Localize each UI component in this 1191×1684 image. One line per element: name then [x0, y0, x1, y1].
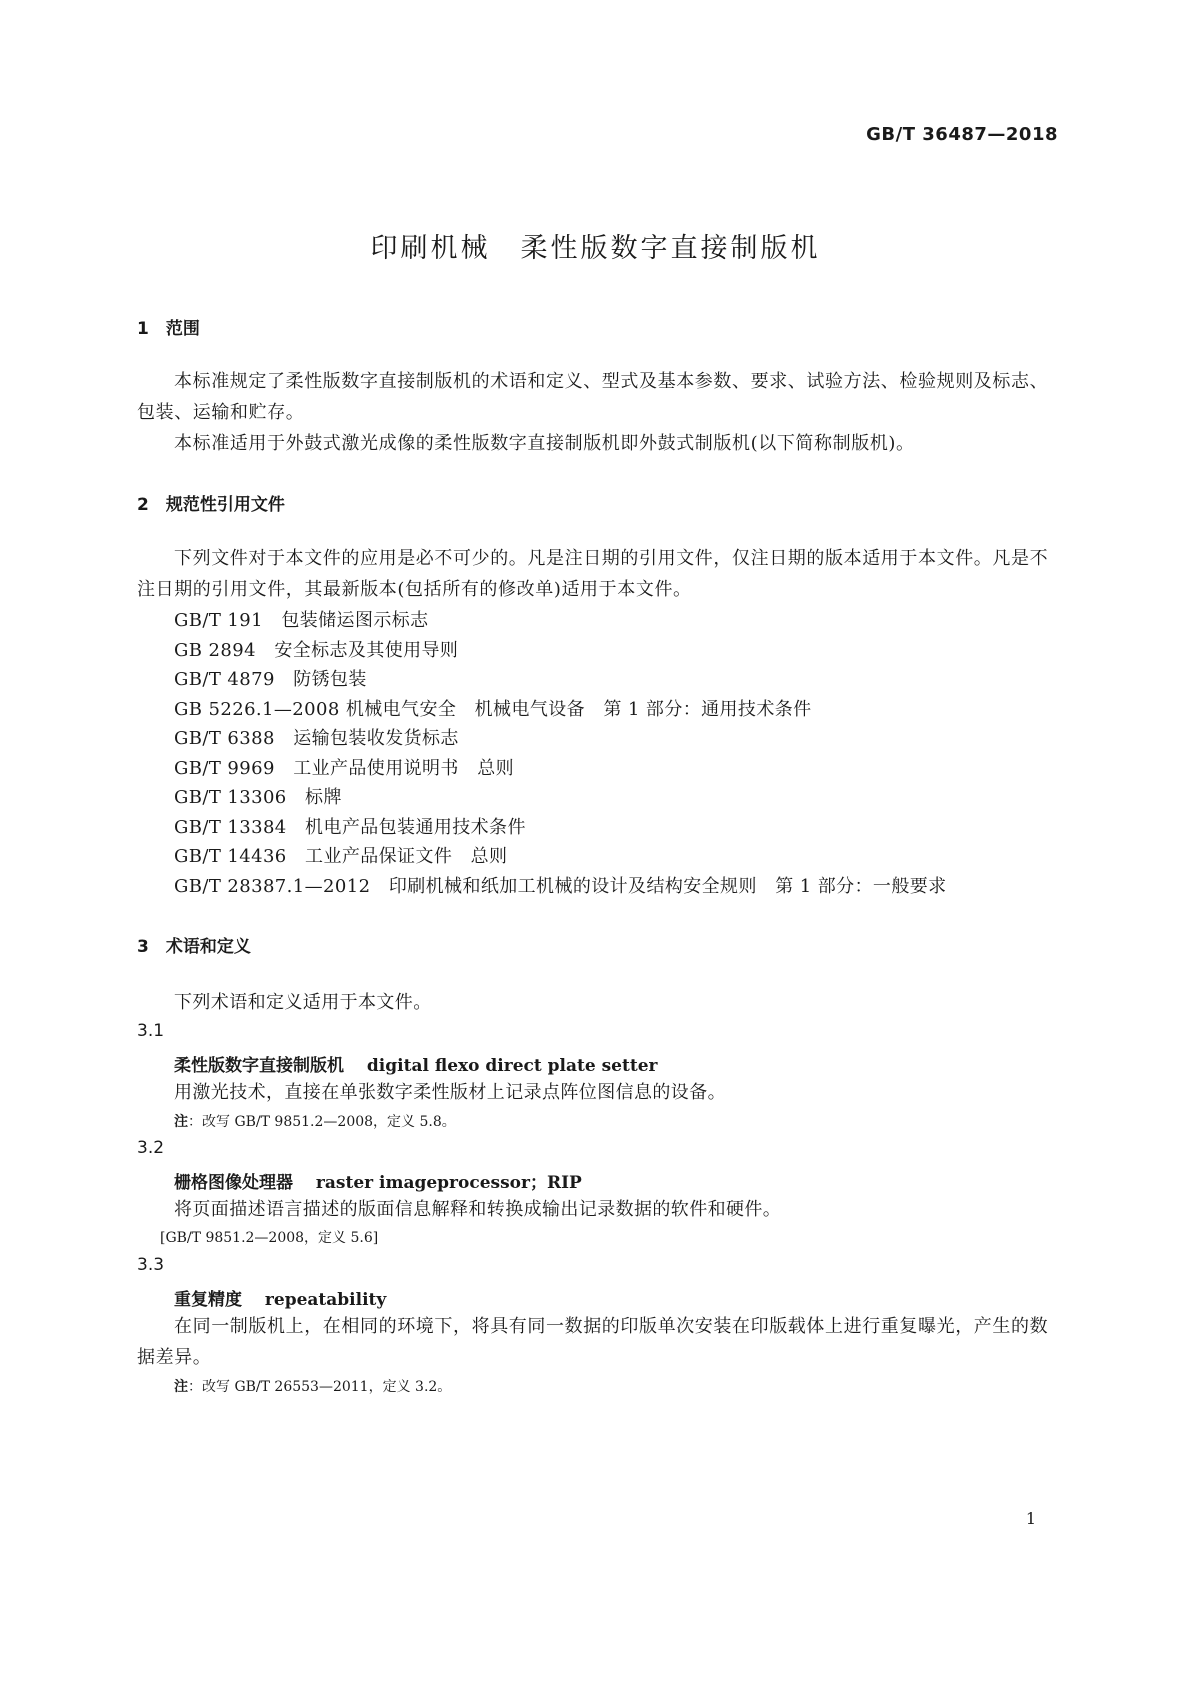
- section-3-intro: 下列术语和定义适用于本文件。: [174, 992, 432, 1013]
- reference-item: GB/T 4879 防锈包装: [174, 669, 367, 690]
- term-english: repeatability: [264, 1290, 387, 1310]
- term-chinese: 柔性版数字直接制版机: [174, 1056, 344, 1076]
- reference-item: GB 2894 安全标志及其使用导则: [174, 640, 459, 661]
- section-2-heading: 2 规范性引用文件: [137, 495, 285, 515]
- term-definition: 将页面描述语言描述的版面信息解释和转换成输出记录数据的软件和硬件。: [174, 1199, 782, 1220]
- term-english: raster imageprocessor；RIP: [315, 1173, 582, 1193]
- reference-item: GB/T 6388 运输包装收发货标志: [174, 728, 459, 749]
- term-number: 3.2: [137, 1138, 165, 1158]
- note-text: ：改写 GB/T 9851.2—2008，定义 5.8。: [188, 1114, 456, 1130]
- document-title: 印刷机械 柔性版数字直接制版机: [370, 233, 821, 264]
- section-1-paragraph-1: 本标准规定了柔性版数字直接制版机的术语和定义、型式及基本参数、要求、试验方法、检验规则及标志、包装、运输和贮存。: [137, 371, 1049, 423]
- reference-item: GB/T 191 包装储运图示标志: [174, 610, 429, 631]
- term-note: [174, 1111, 456, 1131]
- section-1-paragraph-2: 本标准适用于外鼓式激光成像的柔性版数字直接制版机即外鼓式制版机(以下简称制版机)。: [174, 433, 915, 454]
- term-chinese: 栅格图像处理器: [174, 1173, 293, 1193]
- term-english: digital flexo direct plate setter: [366, 1056, 658, 1076]
- term-definition: 在同一制版机上，在相同的环境下，将具有同一数据的印版单次安装在印版载体上进行重复曝光，产生的数据差异。: [137, 1316, 1049, 1368]
- page-number: 1: [1025, 1509, 1036, 1528]
- section-1-heading: 1 范围: [137, 319, 200, 339]
- reference-item: GB/T 13384 机电产品包装通用技术条件: [174, 817, 526, 838]
- term-source: [GB/T 9851.2—2008，定义 5.6]: [160, 1230, 379, 1246]
- section-3-heading: 3 术语和定义: [137, 937, 251, 957]
- note-label: 注: [174, 1114, 188, 1130]
- term-number: 3.3: [137, 1255, 165, 1275]
- reference-item: GB 5226.1—2008 机械电气安全 机械电气设备 第 1 部分：通用技术条件: [174, 699, 812, 720]
- reference-item: GB/T 9969 工业产品使用说明书 总则: [174, 758, 515, 779]
- note-label: 注: [174, 1379, 188, 1395]
- term-title: [174, 1051, 657, 1076]
- section-2-intro: 下列文件对于本文件的应用是必不可少的。凡是注日期的引用文件，仅注日期的版本适用于本文件。凡是不注日期的引用文件，其最新版本(包括所有的修改单)适用于本文件。: [137, 548, 1049, 600]
- reference-item: GB/T 13306 标牌: [174, 787, 342, 808]
- term-title: [174, 1168, 582, 1193]
- note-text: ：改写 GB/T 26553—2011，定义 3.2。: [188, 1379, 452, 1395]
- term-definition: 用激光技术，直接在单张数字柔性版材上记录点阵位图信息的设备。: [174, 1082, 726, 1103]
- reference-item: GB/T 14436 工业产品保证文件 总则: [174, 846, 508, 867]
- term-chinese: 重复精度: [174, 1290, 242, 1310]
- term-title: [174, 1285, 386, 1310]
- term-note: [174, 1376, 451, 1396]
- standard-code: GB/T 36487—2018: [866, 124, 1058, 145]
- reference-item: GB/T 28387.1—2012 印刷机械和纸加工机械的设计及结构安全规则 第 1 部分：一般要求: [174, 876, 947, 897]
- term-number: 3.1: [137, 1021, 165, 1041]
